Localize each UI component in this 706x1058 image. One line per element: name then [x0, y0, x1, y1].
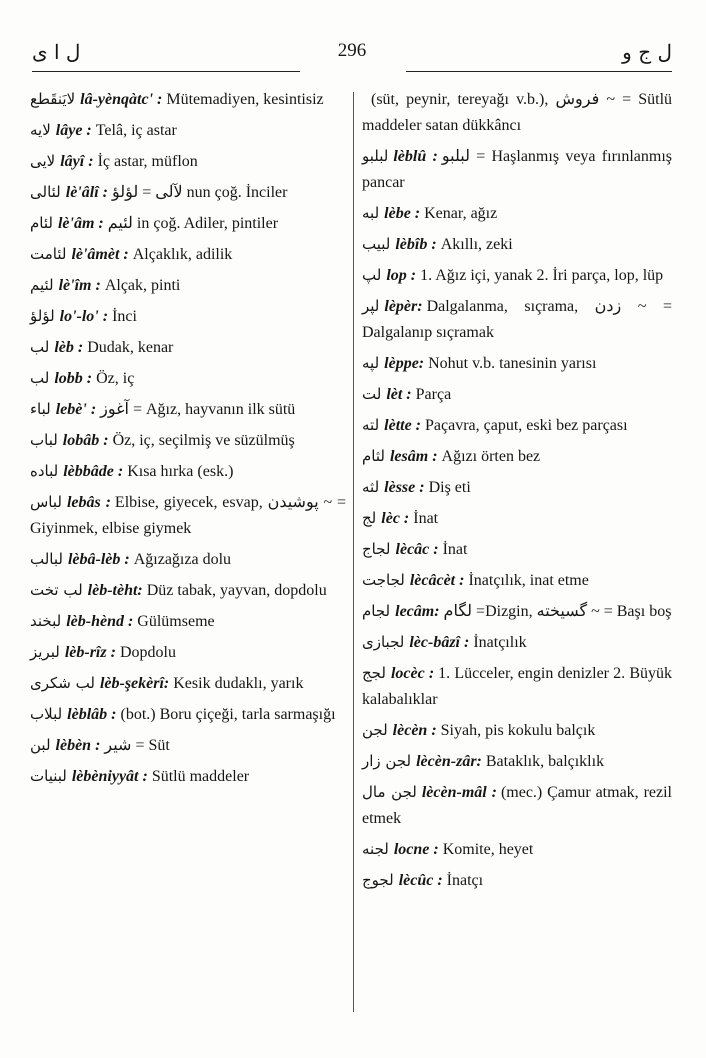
entry-transliteration: lebè' : — [55, 401, 97, 418]
entry-definition: (bot.) Boru çiçeği, tarla sarmaşığı — [120, 706, 336, 723]
entry-definition: Bataklık, balçıklık — [485, 753, 605, 770]
entry-transliteration: lècâcèt : — [409, 572, 465, 589]
entry-definition: لئيم in çoğ. Adiler, pintiler — [107, 215, 279, 232]
entry-arabic-headword: لبنيات — [30, 767, 67, 785]
dictionary-entry — [362, 262, 672, 289]
entry-definition: Parça — [415, 386, 452, 403]
dictionary-entry — [362, 629, 672, 656]
entry-arabic-headword: لجاج — [362, 540, 391, 558]
entry-definition: İç astar, müflon — [97, 153, 198, 170]
entry-definition: Kesik dudaklı, yarık — [173, 675, 304, 692]
entry-definition: Öz, iç, seçilmiş ve süzülmüş — [112, 432, 295, 449]
entry-arabic-headword: لجن مال — [362, 783, 417, 801]
entry-transliteration: lesâm : — [389, 448, 438, 465]
entry-definition: Telâ, iç astar — [95, 122, 177, 139]
entry-transliteration: lèbbâde : — [63, 463, 124, 480]
entry-transliteration: lecâm: — [395, 603, 440, 620]
entry-transliteration: lobâb : — [62, 432, 109, 449]
dictionary-entry — [362, 443, 672, 470]
entry-arabic-headword: لجنه — [362, 840, 389, 858]
entry-transliteration: lobb : — [54, 370, 93, 387]
entry-transliteration: lèbâ-lèb : — [67, 551, 130, 568]
dictionary-entry — [30, 396, 346, 423]
entry-arabic-headword: لبيب — [362, 235, 391, 253]
entry-definition: İnatçılık, inat etme — [468, 572, 589, 589]
entry-definition: (süt, peynir, tereyağı v.b.), فروش ~ = Sütlü maddeler satan dükkâncı — [362, 91, 673, 134]
dictionary-entry — [362, 836, 672, 863]
entry-transliteration: lèpèr: — [384, 298, 423, 315]
left-column — [30, 86, 346, 794]
entry-definition: İnatçılık — [473, 634, 527, 651]
dictionary-entry — [30, 179, 346, 206]
dictionary-entry — [30, 701, 346, 728]
entry-definition: İnci — [112, 308, 137, 325]
entry-definition: Öz, iç — [96, 370, 135, 387]
dictionary-entry — [30, 763, 346, 790]
entry-definition: آغوز = Ağız, hayvanın ilk sütü — [100, 401, 296, 418]
entry-definition: İnat — [413, 510, 439, 527]
entry-arabic-headword: لباده — [30, 462, 59, 480]
entry-arabic-headword: لجن زار — [362, 752, 412, 770]
entry-transliteration: locèc : — [390, 665, 435, 682]
entry-transliteration: lop : — [386, 267, 417, 284]
entry-definition: Mütemadiyen, kesintisiz — [166, 91, 324, 108]
dictionary-entry — [362, 567, 672, 594]
dictionary-entry — [362, 231, 672, 258]
entry-definition: لآلى = لؤلؤ nun çoğ. İnciler — [111, 184, 288, 201]
entry-transliteration: lèb-tèht: — [87, 582, 143, 599]
dictionary-entry — [30, 670, 346, 697]
entry-definition: Komite, heyet — [442, 841, 534, 858]
dictionary-entry — [362, 867, 672, 894]
entry-definition: Gülümseme — [137, 613, 215, 630]
entry-definition: Elbise, giyecek, esvap, پوشيدن ~ = Giyinmek, elbise giymek — [30, 494, 346, 537]
dictionary-entry — [362, 598, 672, 625]
entry-arabic-headword: لبن — [30, 736, 51, 754]
entry-transliteration: lècâc : — [395, 541, 439, 558]
entry-definition: Ağızağıza dolu — [133, 551, 232, 568]
dictionary-entry — [362, 779, 672, 832]
entry-transliteration: lè'îm : — [58, 277, 101, 294]
entry-arabic-headword: لؤلؤ — [30, 307, 55, 325]
entry-definition: Düz tabak, yayvan, dopdolu — [146, 582, 327, 599]
entry-arabic-headword: لئيم — [30, 276, 54, 294]
entry-transliteration: lèblâb : — [67, 706, 117, 723]
entry-arabic-headword: لبخند — [30, 612, 62, 630]
entry-transliteration: locne : — [393, 841, 439, 858]
entry-arabic-headword: لباب — [30, 431, 58, 449]
entry-definition: Nohut v.b. tanesinin yarısı — [428, 355, 597, 372]
entry-definition: Dalgalanma, sıçrama, زدن ~ = Dalgalanıp sıçramak — [362, 298, 672, 341]
entry-definition: Diş eti — [428, 479, 471, 496]
dictionary-entry — [362, 200, 672, 227]
dictionary-entry — [30, 117, 346, 144]
entry-arabic-headword: لج — [362, 509, 377, 527]
dictionary-entry — [362, 505, 672, 532]
entry-arabic-headword: لايى — [30, 152, 56, 170]
entry-transliteration: lèb : — [54, 339, 84, 356]
entry-transliteration: lècèn-mâl : — [421, 784, 497, 801]
entry-transliteration: lâyî : — [60, 153, 94, 170]
column-divider — [353, 92, 354, 1012]
entry-arabic-headword: لبلاب — [30, 705, 63, 723]
entry-definition: شير = Süt — [104, 737, 170, 754]
entry-arabic-headword: لثام — [362, 447, 385, 465]
dictionary-entry — [362, 143, 672, 196]
entry-arabic-headword: لثه — [362, 478, 380, 496]
dictionary-entry — [30, 639, 346, 666]
dictionary-entry — [362, 660, 672, 713]
entry-arabic-headword: لجاجت — [362, 571, 405, 589]
entry-transliteration: lèblû : — [393, 148, 438, 165]
dictionary-entry — [362, 293, 672, 346]
entry-arabic-headword: لته — [362, 416, 380, 434]
dictionary-entry — [30, 86, 346, 113]
entry-arabic-headword: لپ — [362, 266, 382, 284]
dictionary-entry — [30, 458, 346, 485]
dictionary-entry — [30, 272, 346, 299]
entry-transliteration: lècèn-zâr: — [416, 753, 482, 770]
entry-arabic-headword: لجام — [362, 602, 391, 620]
entry-transliteration: lèbèniyyât : — [71, 768, 148, 785]
entry-transliteration: lèbèn : — [55, 737, 101, 754]
dictionary-entry — [30, 303, 346, 330]
entry-transliteration: lèc : — [381, 510, 410, 527]
header-rule-right — [406, 71, 672, 72]
entry-definition: Kısa hırka (esk.) — [127, 463, 234, 480]
entry-definition: (mec.) Çamur atmak, rezil etmek — [362, 784, 672, 827]
entry-transliteration: lèb-rîz : — [64, 644, 116, 661]
entry-definition: 1. Ağız içi, yanak 2. İri parça, lop, lüp — [420, 267, 664, 284]
entry-arabic-headword: لجوج — [362, 871, 394, 889]
entry-definition: Dopdolu — [119, 644, 176, 661]
right-column — [362, 86, 672, 898]
dictionary-entry — [30, 148, 346, 175]
entry-arabic-headword: لايه — [30, 121, 51, 139]
entry-definition: Sütlü maddeler — [151, 768, 250, 785]
entry-transliteration: lebâs : — [66, 494, 111, 511]
entry-definition: Akıllı, zeki — [440, 236, 513, 253]
entry-transliteration: lèbîb : — [395, 236, 437, 253]
entry-transliteration: lâ-yènqàtc' : — [80, 91, 163, 108]
entry-definition: Paçavra, çaput, eski bez parçası — [425, 417, 628, 434]
entry-transliteration: lèt : — [386, 386, 412, 403]
entry-arabic-headword: لپه — [362, 354, 380, 372]
entry-arabic-headword: لئام — [30, 214, 53, 232]
dictionary-entry — [362, 86, 672, 139]
header-left-letters: ل ا ى — [32, 40, 81, 64]
entry-transliteration: lè'âlî : — [65, 184, 108, 201]
entry-transliteration: lèb-şekèrî: — [99, 675, 170, 692]
entry-transliteration: lèc-bâzî : — [409, 634, 470, 651]
entry-arabic-headword: لبريز — [30, 643, 60, 661]
entry-transliteration: lè'âmèt : — [71, 246, 129, 263]
entry-transliteration: lè'âm : — [57, 215, 104, 232]
entry-transliteration: lècèn : — [392, 722, 437, 739]
entry-arabic-headword: لپر — [362, 297, 380, 315]
entry-arabic-headword: لب تخت — [30, 581, 83, 599]
entry-arabic-headword: لبالب — [30, 550, 63, 568]
entry-transliteration: lètte : — [384, 417, 422, 434]
dictionary-entry — [362, 412, 672, 439]
entry-definition: Kenar, ağız — [424, 205, 498, 222]
entry-transliteration: lèppe: — [384, 355, 425, 372]
dictionary-entry — [30, 241, 346, 268]
entry-arabic-headword: لئامت — [30, 245, 67, 263]
entry-arabic-headword: لجبازى — [362, 633, 405, 651]
dictionary-entry — [30, 577, 346, 604]
page-number: 296 — [337, 40, 367, 61]
entry-transliteration: lèb-hènd : — [66, 613, 134, 630]
header-rule-left — [32, 71, 300, 72]
entry-transliteration: lo'-lo' : — [59, 308, 109, 325]
entry-arabic-headword: لجج — [362, 664, 386, 682]
entry-transliteration: lèbe : — [384, 205, 421, 222]
entry-arabic-headword: لباس — [30, 493, 62, 511]
dictionary-entry — [30, 210, 346, 237]
entry-arabic-headword: لبلبو — [362, 147, 389, 165]
dictionary-entry — [30, 489, 346, 542]
dictionary-entry — [362, 474, 672, 501]
entry-definition: Siyah, pis kokulu balçık — [440, 722, 596, 739]
entry-arabic-headword: لب شكرى — [30, 674, 95, 692]
entry-arabic-headword: لت — [362, 385, 382, 403]
entry-definition: Ağızı örten bez — [441, 448, 541, 465]
dictionary-entry — [30, 334, 346, 361]
header-right-letters: ل ج و — [622, 40, 672, 64]
entry-definition: İnatçı — [446, 872, 484, 889]
entry-definition: Dudak, kenar — [87, 339, 174, 356]
entry-definition: لبلبو = Haşlanmış veya fırınlanmış pancar — [362, 148, 673, 191]
dictionary-entry — [30, 427, 346, 454]
page-header — [32, 34, 672, 70]
entry-transliteration: lèsse : — [384, 479, 425, 496]
entry-arabic-headword: لايَنقَطع — [30, 90, 76, 108]
dictionary-entry — [362, 536, 672, 563]
dictionary-entry — [362, 381, 672, 408]
entry-arabic-headword: لب — [30, 338, 50, 356]
dictionary-entry — [362, 748, 672, 775]
dictionary-entry — [30, 365, 346, 392]
entry-arabic-headword: لباء — [30, 400, 51, 418]
entry-transliteration: lâye : — [55, 122, 92, 139]
entry-arabic-headword: لب — [30, 369, 50, 387]
entry-arabic-headword: لئالى — [30, 183, 61, 201]
entry-definition: لگام =Dizgin, گسيخته ~ = Başı boş — [443, 603, 672, 620]
entry-definition: 1. Lücceler, engin denizler 2. Büyük kalabalıklar — [362, 665, 672, 708]
entry-arabic-headword: لبه — [362, 204, 380, 222]
entry-arabic-headword: لجن — [362, 721, 388, 739]
dictionary-entry — [30, 608, 346, 635]
entry-definition: Alçaklık, adilik — [132, 246, 233, 263]
dictionary-entry — [30, 546, 346, 573]
entry-transliteration: lècûc : — [398, 872, 443, 889]
dictionary-entry — [362, 717, 672, 744]
entry-definition: Alçak, pinti — [104, 277, 181, 294]
entry-definition: İnat — [442, 541, 468, 558]
dictionary-entry — [30, 732, 346, 759]
dictionary-entry — [362, 350, 672, 377]
